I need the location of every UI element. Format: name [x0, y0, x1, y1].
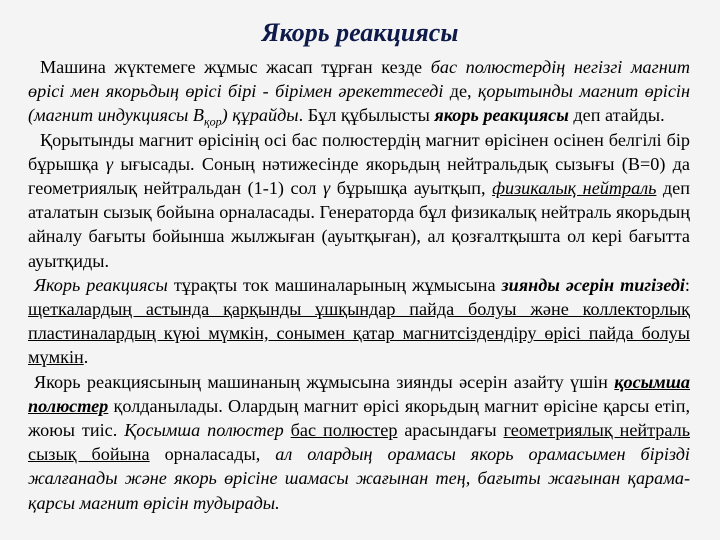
p3-text-2: тұрақты ток машиналарының жұмысына	[167, 274, 502, 295]
p4-text-5	[284, 420, 291, 440]
p4-text-4: Қосымша полюстер	[124, 420, 284, 441]
p2-text-3: ығысады. Соның нәтижесінде якорьдың нейтральдық сызығы (B=0) да геометриялық нейтральдан (1-1) сол	[28, 153, 690, 199]
p3-term-harmful-effect: зиянды әсерін тигізеді	[501, 274, 685, 295]
p4-text-7: арасындағы	[397, 420, 504, 441]
p4-text-9: орналасады,	[149, 444, 276, 465]
p4-text-10: ал олардың орамасы якорь орамасымен бірізді жалғанады және якорь өрісіне шамасы жағынан тең, бағыты жағынан қарама-қарсы магнит өрісін тудырады.	[28, 444, 690, 513]
paragraph-3	[28, 273, 690, 370]
p1-text-9: деп атайды.	[568, 105, 665, 126]
p2-text-1: Қорытынды магнит өрісінің осі бас полюстердің магнит өрісінен осінен белгілі бір бұрышқа	[28, 129, 690, 174]
p2-gamma-1: γ	[105, 153, 114, 174]
p1-text-7: . Бұл құбылысты	[298, 105, 435, 126]
p1-text-2: бас полюстердің негізгі магнит өрісі мен якорьдың өрісі бірі - бірімен әрекеттеседі	[28, 57, 690, 102]
p3-text-4: :	[684, 274, 690, 295]
p3-text-1: Якорь реакциясы	[34, 274, 168, 295]
p4-text-3: қолданылады. Олардың магнит өрісі якорьдың магнит өрісіне қарсы етіп, жоюы тиіс.	[28, 395, 690, 441]
p1-text-3: де,	[443, 81, 478, 102]
p2-term-physical-neutral: физикалық нейтраль	[492, 178, 657, 199]
p1-text-4: қорытынды магнит өрісін (магнит индукциясы B	[28, 81, 690, 126]
p2-text-5: бұрышқа ауытқып,	[330, 178, 493, 199]
p1-text-6: ) құрайды	[221, 105, 299, 126]
slide-title: Якорь реакциясы	[261, 18, 459, 47]
paragraph-2	[28, 128, 690, 273]
p1-text-1: Машина жүктемеге жұмыс жасап тұрған кезде	[40, 57, 431, 77]
p4-text-8: геометриялық нейтраль сызық бойына	[28, 420, 690, 465]
p3-text-5: щеткалардың астында қарқынды ұшқындар пайда болуы және коллекторлық пластиналардың күюі мүмкін, сонымен қатар магнитсіздендіру өрісі пайда болуы мүмкін	[28, 299, 690, 368]
p3-text-6: .	[83, 347, 89, 368]
p1-term-armature-reaction: якорь реакциясы	[434, 105, 569, 126]
body-text	[28, 55, 690, 515]
paragraph-4	[28, 370, 690, 515]
p2-gamma-2: γ	[323, 178, 331, 199]
p4-term-auxiliary-poles: қосымша полюстер	[28, 371, 690, 416]
paragraph-1	[28, 55, 690, 128]
p2-text-7: деп аталатын сызық бойына орналасады. Генераторда бұл физикалық нейтраль якорьдың айналу бағыты бойынша жылжыған (ауытқыған), ал қозғалтқышта ол кері бағытта ауытқиды.	[28, 178, 690, 271]
p4-text-6: бас полюстер	[290, 420, 398, 441]
p1-subscript: қор	[204, 115, 222, 130]
p4-text-1: Якорь реакциясының машинаның жұмысына зиянды әсерін азайту үшін	[34, 371, 615, 392]
